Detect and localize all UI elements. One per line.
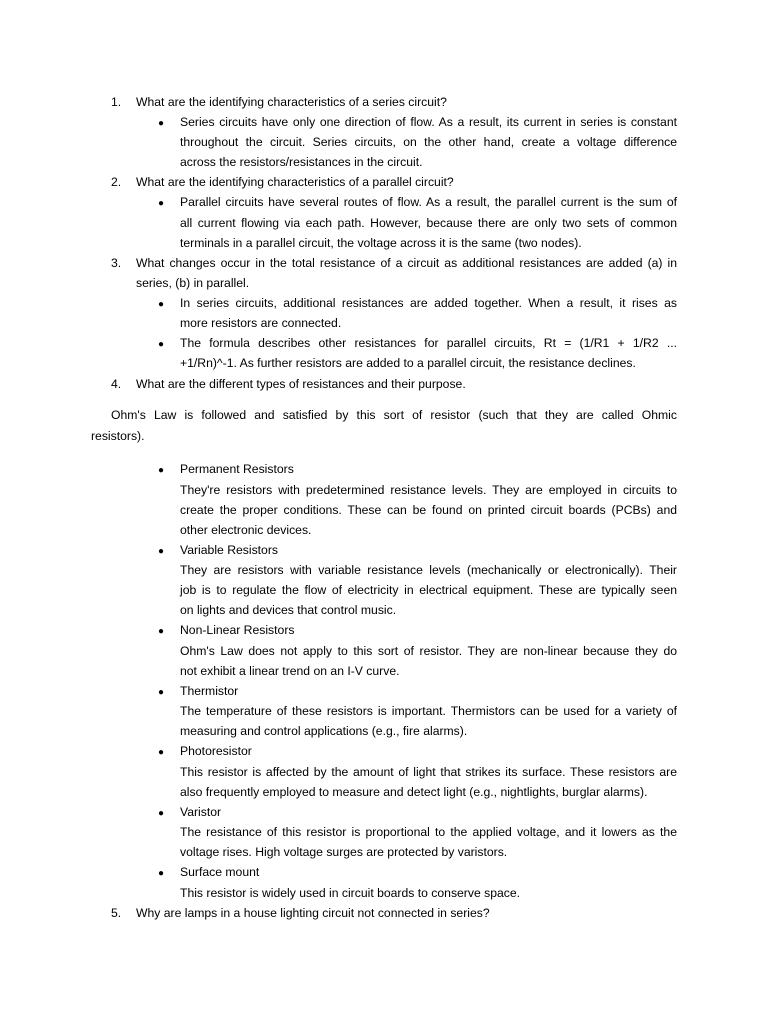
resistor-type-desc: other electronic devices. [180,523,312,537]
question-text: series, (b) in parallel. [136,276,250,290]
resistor-type-desc: create the proper conditions. These can be found on printed circuit boards (PCBs) and [180,503,677,517]
resistor-type-desc: on lights and devices that control music. [180,603,397,617]
formula-line: The formula describes other resistances for parallel circuits, Rt = (1/R1 + 1/R2 ... [180,336,677,350]
resistor-type-desc: The resistance of this resistor is proportional to the applied voltage, and it lowers as the [180,825,677,839]
resistor-type-name: Photoresistor [180,744,252,758]
question-number: 3. [111,256,122,270]
question-text: What are the different types of resistances and their purpose. [136,377,466,391]
bullet-icon: ● [158,626,165,637]
question-number: 2. [111,175,122,189]
question-number: 5. [111,906,122,920]
bullet-icon: ● [158,868,165,879]
question-number: 1. [111,95,122,109]
answer-line: all current flowing via each path. However, because there are only two sets of common [180,216,677,230]
bullet-icon: ● [158,118,165,129]
resistor-type-desc: Ohm's Law does not apply to this sort of resistor. They are non-linear because they do [180,644,677,658]
bullet-icon: ● [158,546,165,557]
bullet-icon: ● [158,747,165,758]
resistor-type-name: Thermistor [180,684,239,698]
bullet-icon: ● [158,339,165,350]
bullet-icon: ● [158,687,165,698]
answer-line: across the resistors/resistances in the circuit. [180,155,423,169]
answer-line: terminals in a parallel circuit, the voltage across it is the same (two nodes). [180,236,582,250]
resistor-type-desc: The temperature of these resistors is important. Thermistors can be used for a variety of [180,704,677,718]
resistor-type-desc: voltage rises. High voltage surges are protected by varistors. [180,845,508,859]
question-text: What changes occur in the total resistance of a circuit as additional resistances are added (a) in [136,256,677,270]
answer-line: Series circuits have only one direction of flow. As a result, its current in series is constant [180,115,677,129]
bullet-icon: ● [158,198,165,209]
bullet-icon: ● [158,299,165,310]
resistor-type-name: Variable Resistors [180,543,278,557]
question-number: 4. [111,377,122,391]
question-text: What are the identifying characteristics of a parallel circuit? [136,175,454,189]
bullet-icon: ● [158,465,165,476]
resistor-type-desc: They're resistors with predetermined resistance levels. They are employed in circuits to [180,483,677,497]
resistor-type-desc: also frequently employed to measure and detect light (e.g., nightlights, burglar alarms). [180,785,648,799]
question-text: Why are lamps in a house lighting circuit not connected in series? [136,906,490,920]
paragraph-line: resistors). [91,429,145,443]
answer-line: more resistors are connected. [180,316,342,330]
answer-line: Parallel circuits have several routes of flow. As a result, the parallel current is the sum of [180,195,677,209]
resistor-type-name: Permanent Resistors [180,462,294,476]
resistor-type-desc: not exhibit a linear trend on an I-V curve. [180,664,400,678]
resistor-type-name: Non-Linear Resistors [180,623,295,637]
question-text: What are the identifying characteristics of a series circuit? [136,95,447,109]
answer-line: In series circuits, additional resistances are added together. When a result, it rises as [180,296,677,310]
paragraph-line: Ohm's Law is followed and satisfied by this sort of resistor (such that they are called Ohmic [111,408,677,422]
resistor-type-desc: This resistor is widely used in circuit boards to conserve space. [180,886,521,900]
resistor-type-desc: This resistor is affected by the amount of light that strikes its surface. These resistors are [180,765,677,779]
answer-line: throughout the circuit. Series circuits, on the other hand, create a voltage difference [180,135,677,149]
bullet-icon: ● [158,808,165,819]
resistor-type-name: Surface mount [180,865,260,879]
resistor-type-desc: job is to regulate the flow of electricity in electrical equipment. These are typically seen [180,583,677,597]
resistor-type-desc: measuring and control applications (e.g., fire alarms). [180,724,468,738]
answer-line: +1/Rn)^-1. As further resistors are added to a parallel circuit, the resistance declines. [180,356,636,370]
resistor-type-name: Varistor [180,805,222,819]
resistor-type-desc: They are resistors with variable resistance levels (mechanically or electronically). Their [180,563,677,577]
